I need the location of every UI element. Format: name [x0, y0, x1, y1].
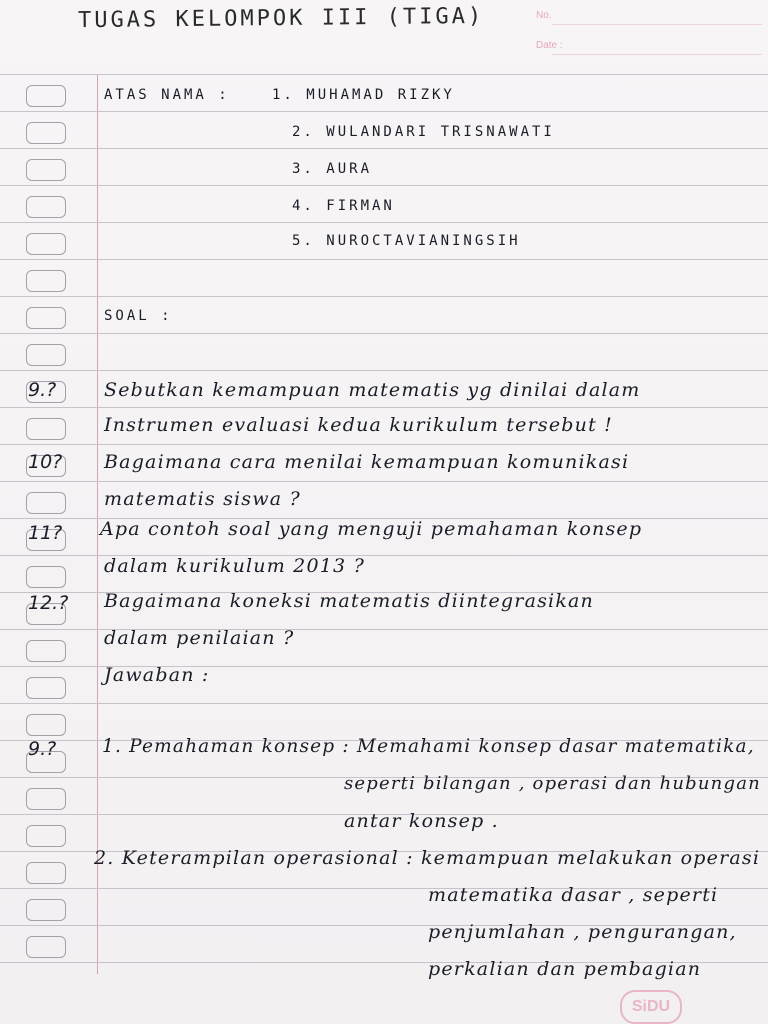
rule-line	[0, 370, 768, 371]
no-label: No.	[536, 10, 552, 21]
question-number: 11?	[28, 522, 63, 544]
question-number: 12.?	[28, 592, 69, 614]
rule-line	[0, 407, 768, 408]
answer-line: 1. Pemahaman konsep : Memahami konsep dasar matematika,	[102, 736, 755, 757]
question-line: Bagaimana cara menilai kemampuan komunikasi	[104, 451, 630, 473]
member-name: 4. FIRMAN	[292, 198, 395, 214]
questions-label: SOAL :	[104, 308, 173, 324]
rule-line	[0, 333, 768, 334]
answer-line: matematika dasar , seperti	[428, 884, 719, 906]
member-name: 5. NUROCTAVIANINGSIH	[292, 233, 521, 249]
margin-checkbox	[26, 159, 66, 181]
margin-checkbox	[26, 196, 66, 218]
rule-line	[0, 111, 768, 112]
margin-checkbox	[26, 344, 66, 366]
margin-checkbox	[26, 899, 66, 921]
question-line: matematis siswa ?	[104, 488, 301, 510]
question-number: 10?	[28, 451, 63, 473]
margin-checkbox	[26, 566, 66, 588]
question-line: Bagaimana koneksi matematis diintegrasikan	[104, 590, 594, 612]
answers-label: Jawaban :	[104, 664, 210, 686]
rule-line	[0, 259, 768, 260]
answer-line: 2. Keterampilan operasional : kemampuan melakukan operasi	[94, 847, 761, 869]
margin-checkbox	[26, 418, 66, 440]
question-line: Sebutkan kemampuan matematis yg dinilai dalam	[104, 379, 641, 401]
member-name: 3. AURA	[292, 161, 373, 177]
rule-line	[0, 481, 768, 482]
rule-line	[0, 148, 768, 149]
margin-checkbox	[26, 492, 66, 514]
answer-line: perkalian dan pembagian	[428, 958, 702, 980]
date-label: Date :	[536, 40, 563, 51]
question-line: Instrumen evaluasi kedua kurikulum tersebut !	[104, 414, 614, 436]
margin-checkbox	[26, 825, 66, 847]
margin-checkbox	[26, 307, 66, 329]
margin-checkbox	[26, 788, 66, 810]
rule-line	[0, 222, 768, 223]
page-title: TUGAS KELOMPOK III (TIGA)	[77, 3, 485, 34]
answer-line: antar konsep .	[344, 810, 499, 832]
answer-line: penjumlahan , pengurangan,	[428, 921, 737, 943]
answer-line: seperti bilangan , operasi dan hubungan	[344, 773, 761, 794]
rule-line	[0, 185, 768, 186]
question-line: dalam kurikulum 2013 ?	[104, 555, 365, 577]
rule-line	[0, 703, 768, 704]
question-line: dalam penilaian ?	[104, 627, 295, 649]
margin-checkbox	[26, 862, 66, 884]
margin-checkbox	[26, 270, 66, 292]
margin-checkbox	[26, 936, 66, 958]
margin-checkbox	[26, 677, 66, 699]
question-number: 9.?	[28, 379, 57, 401]
member-name: 2. WULANDARI TRISNAWATI	[292, 124, 555, 140]
question-line: Apa contoh soal yang menguji pemahaman konsep	[100, 518, 643, 540]
margin-checkbox	[26, 122, 66, 144]
answer-number: 9.?	[28, 738, 57, 760]
margin-checkbox	[26, 714, 66, 736]
member-name: 1. MUHAMAD RIZKY	[272, 87, 455, 103]
brand-stamp: SiDU	[620, 990, 682, 1024]
margin-checkbox	[26, 640, 66, 662]
date-line	[552, 54, 762, 55]
no-line	[552, 24, 762, 25]
margin-checkbox	[26, 233, 66, 255]
margin-checkbox	[26, 85, 66, 107]
margin-line	[97, 74, 98, 974]
rule-line	[0, 296, 768, 297]
rule-line	[0, 444, 768, 445]
members-label: ATAS NAMA :	[104, 87, 230, 103]
rule-line	[0, 74, 768, 75]
